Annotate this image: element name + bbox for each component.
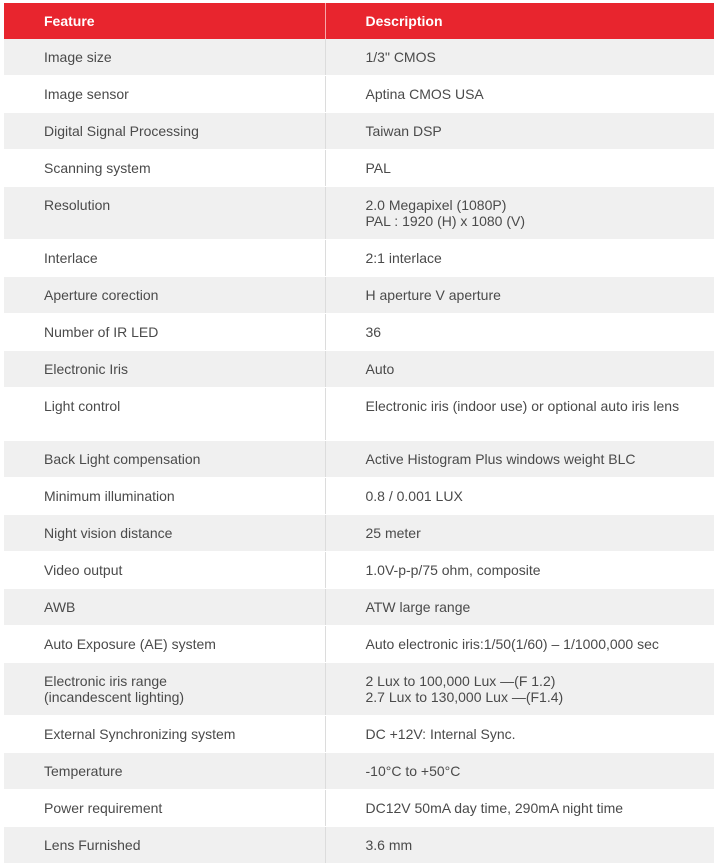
table-row [4, 753, 714, 790]
feature-cell [4, 790, 325, 827]
table-row [4, 827, 714, 864]
table-row [4, 150, 714, 187]
feature-cell [4, 478, 325, 515]
feature-cell [4, 240, 325, 277]
feature-cell [4, 314, 325, 351]
description-cell [325, 187, 714, 240]
description-cell [325, 113, 714, 150]
feature-text: Scanning system [44, 160, 151, 176]
feature-text: Video output [44, 562, 123, 578]
description-text: Taiwan DSP [365, 123, 442, 139]
description-cell [325, 626, 714, 663]
feature-cell [4, 716, 325, 753]
description-text: 3.6 mm [365, 837, 413, 853]
description-text: Auto electronic iris:1/50(1/60) – 1/1000,000 sec [365, 636, 659, 652]
table-row [4, 716, 714, 753]
description-text: 2:1 interlace [365, 250, 442, 266]
description-cell [325, 388, 714, 441]
feature-cell [4, 388, 325, 441]
description-text: 36 [365, 324, 382, 340]
table-header-row [4, 3, 714, 39]
spec-table [4, 3, 714, 864]
description-text: DC +12V: Internal Sync. [365, 726, 516, 742]
description-text: Aptina CMOS USA [365, 86, 484, 102]
table-row [4, 240, 714, 277]
table-row [4, 589, 714, 626]
feature-text: Temperature [44, 763, 123, 779]
feature-cell [4, 515, 325, 552]
feature-text: Interlace [44, 250, 98, 266]
feature-cell [4, 441, 325, 478]
description-text: PAL : 1920 (H) x 1080 (V) [365, 213, 526, 229]
description-cell [325, 351, 714, 388]
feature-cell [4, 552, 325, 589]
feature-text: AWB [44, 599, 76, 615]
description-text: 2 Lux to 100,000 Lux —(F 1.2) [365, 673, 556, 689]
description-text: Electronic iris (indoor use) or optional auto iris lens [365, 398, 680, 414]
table-row [4, 626, 714, 663]
feature-text: Resolution [44, 197, 111, 213]
feature-text: Aperture corection [44, 287, 159, 303]
description-cell [325, 827, 714, 864]
description-cell [325, 39, 714, 76]
description-text: 25 meter [365, 525, 421, 541]
feature-cell [4, 626, 325, 663]
feature-text: Digital Signal Processing [44, 123, 199, 139]
table-row [4, 39, 714, 76]
table-row [4, 76, 714, 113]
description-text: ATW large range [365, 599, 471, 615]
feature-cell [4, 113, 325, 150]
feature-cell [4, 39, 325, 76]
feature-text: Number of IR LED [44, 324, 159, 340]
description-cell [325, 716, 714, 753]
table-row [4, 314, 714, 351]
table-row [4, 277, 714, 314]
feature-cell [4, 76, 325, 113]
feature-cell [4, 277, 325, 314]
feature-cell [4, 150, 325, 187]
table-row [4, 663, 714, 716]
description-cell [325, 76, 714, 113]
description-column-header: Description [325, 3, 714, 39]
description-text: 0.8 / 0.001 LUX [365, 488, 463, 504]
description-text: H aperture V aperture [365, 287, 501, 303]
description-text: PAL [365, 160, 391, 176]
feature-cell [4, 351, 325, 388]
description-cell [325, 441, 714, 478]
feature-text: Electronic Iris [44, 361, 129, 377]
feature-text: Lens Furnished [44, 837, 141, 853]
feature-cell [4, 187, 325, 240]
feature-text: Power requirement [44, 800, 163, 816]
feature-text: Electronic iris range [44, 673, 167, 689]
description-cell [325, 663, 714, 716]
feature-cell [4, 589, 325, 626]
table-row [4, 790, 714, 827]
feature-text: Image size [44, 49, 112, 65]
description-cell [325, 314, 714, 351]
table-row [4, 388, 714, 441]
table-row [4, 187, 714, 240]
feature-text: Auto Exposure (AE) system [44, 636, 216, 652]
feature-text: Night vision distance [44, 525, 173, 541]
description-cell [325, 589, 714, 626]
description-text: DC12V 50mA day time, 290mA night time [365, 800, 624, 816]
table-row [4, 478, 714, 515]
table-row [4, 552, 714, 589]
feature-cell [4, 663, 325, 716]
table-row [4, 441, 714, 478]
description-cell [325, 240, 714, 277]
description-text: Active Histogram Plus windows weight BLC [365, 451, 636, 467]
feature-text: Minimum illumination [44, 488, 175, 504]
feature-text: External Synchronizing system [44, 726, 236, 742]
feature-text: Light control [44, 398, 121, 414]
description-text: -10°C to +50°C [365, 763, 461, 779]
description-cell [325, 790, 714, 827]
table-row [4, 351, 714, 388]
description-cell [325, 478, 714, 515]
description-cell [325, 277, 714, 314]
feature-cell [4, 753, 325, 790]
feature-cell [4, 827, 325, 864]
description-text: 2.0 Megapixel (1080P) [365, 197, 507, 213]
feature-column-header: Feature [4, 3, 325, 39]
table-row [4, 515, 714, 552]
feature-text: Back Light compensation [44, 451, 201, 467]
description-text: Auto [365, 361, 395, 377]
description-cell [325, 150, 714, 187]
description-text: 1.0V-p-p/75 ohm, composite [365, 562, 541, 578]
description-text: 1/3" CMOS [365, 49, 436, 65]
feature-text: Image sensor [44, 86, 129, 102]
table-row [4, 113, 714, 150]
description-cell [325, 753, 714, 790]
description-cell [325, 515, 714, 552]
feature-text: (incandescent lighting) [44, 689, 185, 705]
description-cell [325, 552, 714, 589]
spec-table-body [4, 39, 714, 864]
description-text: 2.7 Lux to 130,000 Lux —(F1.4) [365, 689, 564, 705]
